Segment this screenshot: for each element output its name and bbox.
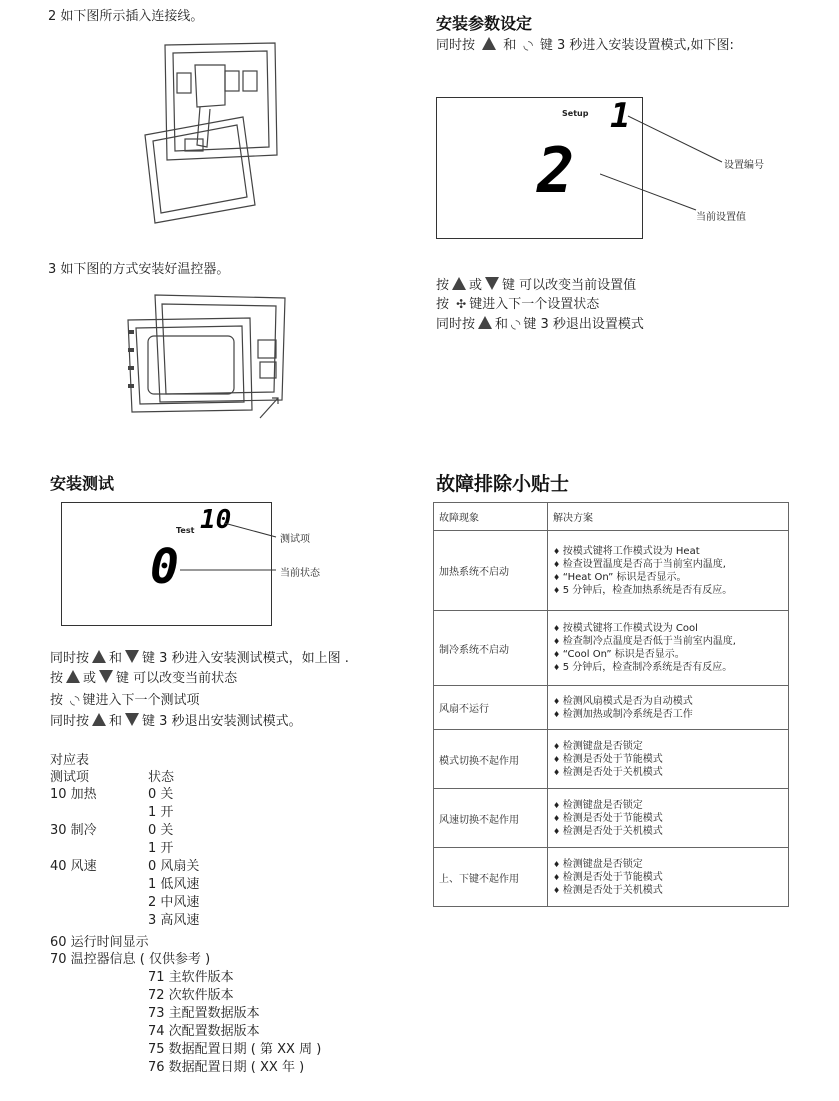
- test-line4-a: 同时按: [50, 714, 90, 729]
- mapping-info-item: 75 数据配置日期 ( 第 XX 周 ): [148, 1042, 322, 1057]
- mapping-run-time: 60 运行时间显示: [50, 935, 149, 950]
- troubleshoot-symptom: 风速切换不起作用: [434, 789, 548, 848]
- up-triangle-icon: [66, 670, 80, 683]
- mapping-info-item: 71 主软件版本: [148, 970, 234, 985]
- troubleshoot-solution-item: ♦ 检测键盘是否锁定: [553, 799, 783, 812]
- step3-text: 3 如下图的方式安装好温控器。: [48, 262, 230, 277]
- down-triangle-icon: [125, 713, 139, 726]
- troubleshoot-solution-item: ♦ 检测是否处于节能模式: [553, 753, 783, 766]
- rotate-icon: ◟◝: [511, 317, 521, 331]
- up-triangle-icon: [92, 713, 106, 726]
- troubleshoot-solution-item: ♦ 检测加热或制冷系统是否工作: [553, 708, 783, 721]
- test-line4-b: 键 3 秒退出安装测试模式。: [142, 714, 302, 729]
- step2-text: 2 如下图所示插入连接线。: [48, 9, 204, 24]
- mapping-info-item: 73 主配置数据版本: [148, 1006, 260, 1021]
- setup-line2-b: 键进入下一个设置状态: [469, 297, 600, 312]
- fan-icon: ✣: [456, 297, 467, 311]
- troubleshoot-solution-item: ♦ 按模式键将工作模式设为 Cool: [553, 622, 783, 635]
- test-line1-and: 和: [109, 651, 123, 666]
- setup-line3: [436, 316, 644, 334]
- troubleshoot-solution-item: ♦ 检测是否处于关机模式: [553, 884, 783, 897]
- troubleshoot-solution-item: ♦ 检查制冷点温度是否低于当前室内温度,: [553, 635, 783, 648]
- setup-intro: [436, 37, 734, 55]
- troubleshoot-solutions: [548, 686, 789, 730]
- mapping-state: 0 关: [148, 823, 174, 838]
- setup-callout-number: 设置编号: [724, 160, 764, 171]
- troubleshoot-solution-item: ♦ “Cool On” 标识是否显示。: [553, 648, 783, 661]
- setup-line1: [436, 277, 636, 295]
- down-triangle-icon: [125, 650, 139, 663]
- up-triangle-icon: [478, 316, 492, 329]
- mapping-state: 0 关: [148, 787, 174, 802]
- test-line2-a: 按: [50, 671, 64, 686]
- test-callout-number: 测试项: [280, 534, 310, 545]
- troubleshoot-row: [434, 686, 789, 730]
- test-lcd-number: 10: [200, 505, 232, 535]
- troubleshoot-symptom: 上、下键不起作用: [434, 848, 548, 907]
- mapping-info: 70 温控器信息 ( 仅供参考 ): [50, 952, 211, 967]
- mapping-state: 1 开: [148, 805, 174, 820]
- troubleshoot-solutions: [548, 611, 789, 686]
- setup-line2: [436, 296, 599, 314]
- troubleshoot-title: 故障排除小贴士: [436, 473, 570, 495]
- troubleshoot-solution-item: ♦ 检测键盘是否锁定: [553, 740, 783, 753]
- mapping-head-state: 状态: [148, 770, 175, 785]
- troubleshoot-table: [433, 502, 789, 907]
- test-line3: [50, 692, 199, 710]
- mapping-item: 10 加热: [50, 787, 97, 802]
- setup-intro-a: 同时按: [436, 38, 476, 53]
- troubleshoot-row: [434, 531, 789, 611]
- rotate-icon: ◟◝: [70, 693, 80, 707]
- troubleshoot-solution-item: ♦ 检测是否处于节能模式: [553, 812, 783, 825]
- setup-lcd-value: 2: [537, 134, 575, 207]
- test-line1: [50, 650, 349, 668]
- down-triangle-icon: [99, 670, 113, 683]
- setup-line3-and: 和: [495, 317, 509, 332]
- test-line1-b: 键 3 秒进入安装测试模式，如上图 .: [142, 651, 349, 666]
- setup-line1-b: 键 可以改变当前设置值: [502, 278, 637, 293]
- test-line2: [50, 670, 237, 688]
- troubleshoot-solutions: [548, 848, 789, 907]
- test-line4: [50, 713, 302, 731]
- test-line2-b: 键 可以改变当前状态: [116, 671, 238, 686]
- troubleshoot-solution-item: ♦ 检测键盘是否锁定: [553, 858, 783, 871]
- mapping-info-item: 76 数据配置日期 ( XX 年 ): [148, 1060, 305, 1075]
- troubleshoot-solutions: [548, 531, 789, 611]
- troubleshoot-solution-item: ♦ 5 分钟后，检查制冷系统是否有反应。: [553, 661, 783, 674]
- setup-line2-a: 按: [436, 297, 450, 312]
- troubleshoot-solutions: [548, 789, 789, 848]
- troubleshoot-symptom: 模式切换不起作用: [434, 730, 548, 789]
- test-lcd-value: 0: [150, 539, 179, 595]
- setup-line3-b: 键 3 秒退出设置模式: [523, 317, 644, 332]
- troubleshoot-solution-item: ♦ 检查设置温度是否高于当前室内温度,: [553, 558, 783, 571]
- up-triangle-icon: [452, 277, 466, 290]
- mapping-state: 1 低风速: [148, 877, 200, 892]
- up-triangle-icon: [482, 37, 496, 50]
- test-line4-and: 和: [109, 714, 123, 729]
- troubleshoot-symptom: 风扇不运行: [434, 686, 548, 730]
- troubleshoot-solution-item: ♦ 检测风扇模式是否为自动模式: [553, 695, 783, 708]
- mapping-info-item: 72 次软件版本: [148, 988, 234, 1003]
- connection-wire-illustration: [125, 35, 285, 230]
- troubleshoot-symptom: 制冷系统不启动: [434, 611, 548, 686]
- mapping-state: 2 中风速: [148, 895, 200, 910]
- up-triangle-icon: [92, 650, 106, 663]
- setup-lcd-label: Setup: [562, 109, 589, 118]
- test-line1-a: 同时按: [50, 651, 90, 666]
- setup-callout-lines: [600, 110, 730, 220]
- troubleshoot-solution-item: ♦ 检测是否处于关机模式: [553, 825, 783, 838]
- thermostat-install-illustration: [120, 290, 295, 425]
- setup-line1-a: 按: [436, 278, 450, 293]
- troubleshoot-solution-item: ♦ 检测是否处于节能模式: [553, 871, 783, 884]
- test-callout-value: 当前状态: [280, 568, 320, 579]
- setup-line3-a: 同时按: [436, 317, 476, 332]
- test-line3-a: 按: [50, 693, 64, 708]
- mapping-title: 对应表: [50, 753, 90, 768]
- setup-title: 安装参数设定: [436, 14, 533, 33]
- setup-intro-b: 键 3 秒进入安装设置模式,如下图:: [539, 38, 734, 53]
- troubleshoot-solutions: [548, 730, 789, 789]
- setup-line1-or: 或: [469, 278, 483, 293]
- mapping-info-item: 74 次配置数据版本: [148, 1024, 260, 1039]
- troubleshoot-symptom: 加热系统不启动: [434, 531, 548, 611]
- mapping-item: 30 制冷: [50, 823, 97, 838]
- troubleshoot-solution-item: ♦ 按模式键将工作模式设为 Heat: [553, 545, 783, 558]
- troubleshoot-row: [434, 611, 789, 686]
- down-triangle-icon: [485, 277, 499, 290]
- rotate-icon: ◟◝: [523, 38, 533, 52]
- troubleshoot-col-symptom: 故障现象: [434, 503, 548, 531]
- troubleshoot-col-solution: 解决方案: [548, 503, 789, 531]
- setup-lcd-number: 1: [610, 96, 631, 136]
- troubleshoot-solution-item: ♦ 5 分钟后，检查加热系统是否有反应。: [553, 584, 783, 597]
- test-line2-or: 或: [83, 671, 97, 686]
- test-callout-lines: [180, 515, 280, 585]
- mapping-state: 0 风扇关: [148, 859, 200, 874]
- test-lcd-label: Test: [176, 526, 195, 535]
- mapping-head-item: 测试项: [50, 770, 90, 785]
- test-line3-b: 键进入下一个测试项: [82, 693, 200, 708]
- mapping-state: 3 高风速: [148, 913, 200, 928]
- troubleshoot-row: [434, 789, 789, 848]
- troubleshoot-row: [434, 730, 789, 789]
- test-title: 安装测试: [50, 474, 115, 493]
- mapping-item: 40 风速: [50, 859, 97, 874]
- troubleshoot-solution-item: ♦ “Heat On” 标识是否显示。: [553, 571, 783, 584]
- mapping-state: 1 开: [148, 841, 174, 856]
- troubleshoot-row: [434, 848, 789, 907]
- setup-callout-value: 当前设置值: [696, 212, 746, 223]
- setup-intro-and: 和: [503, 38, 517, 53]
- troubleshoot-solution-item: ♦ 检测是否处于关机模式: [553, 766, 783, 779]
